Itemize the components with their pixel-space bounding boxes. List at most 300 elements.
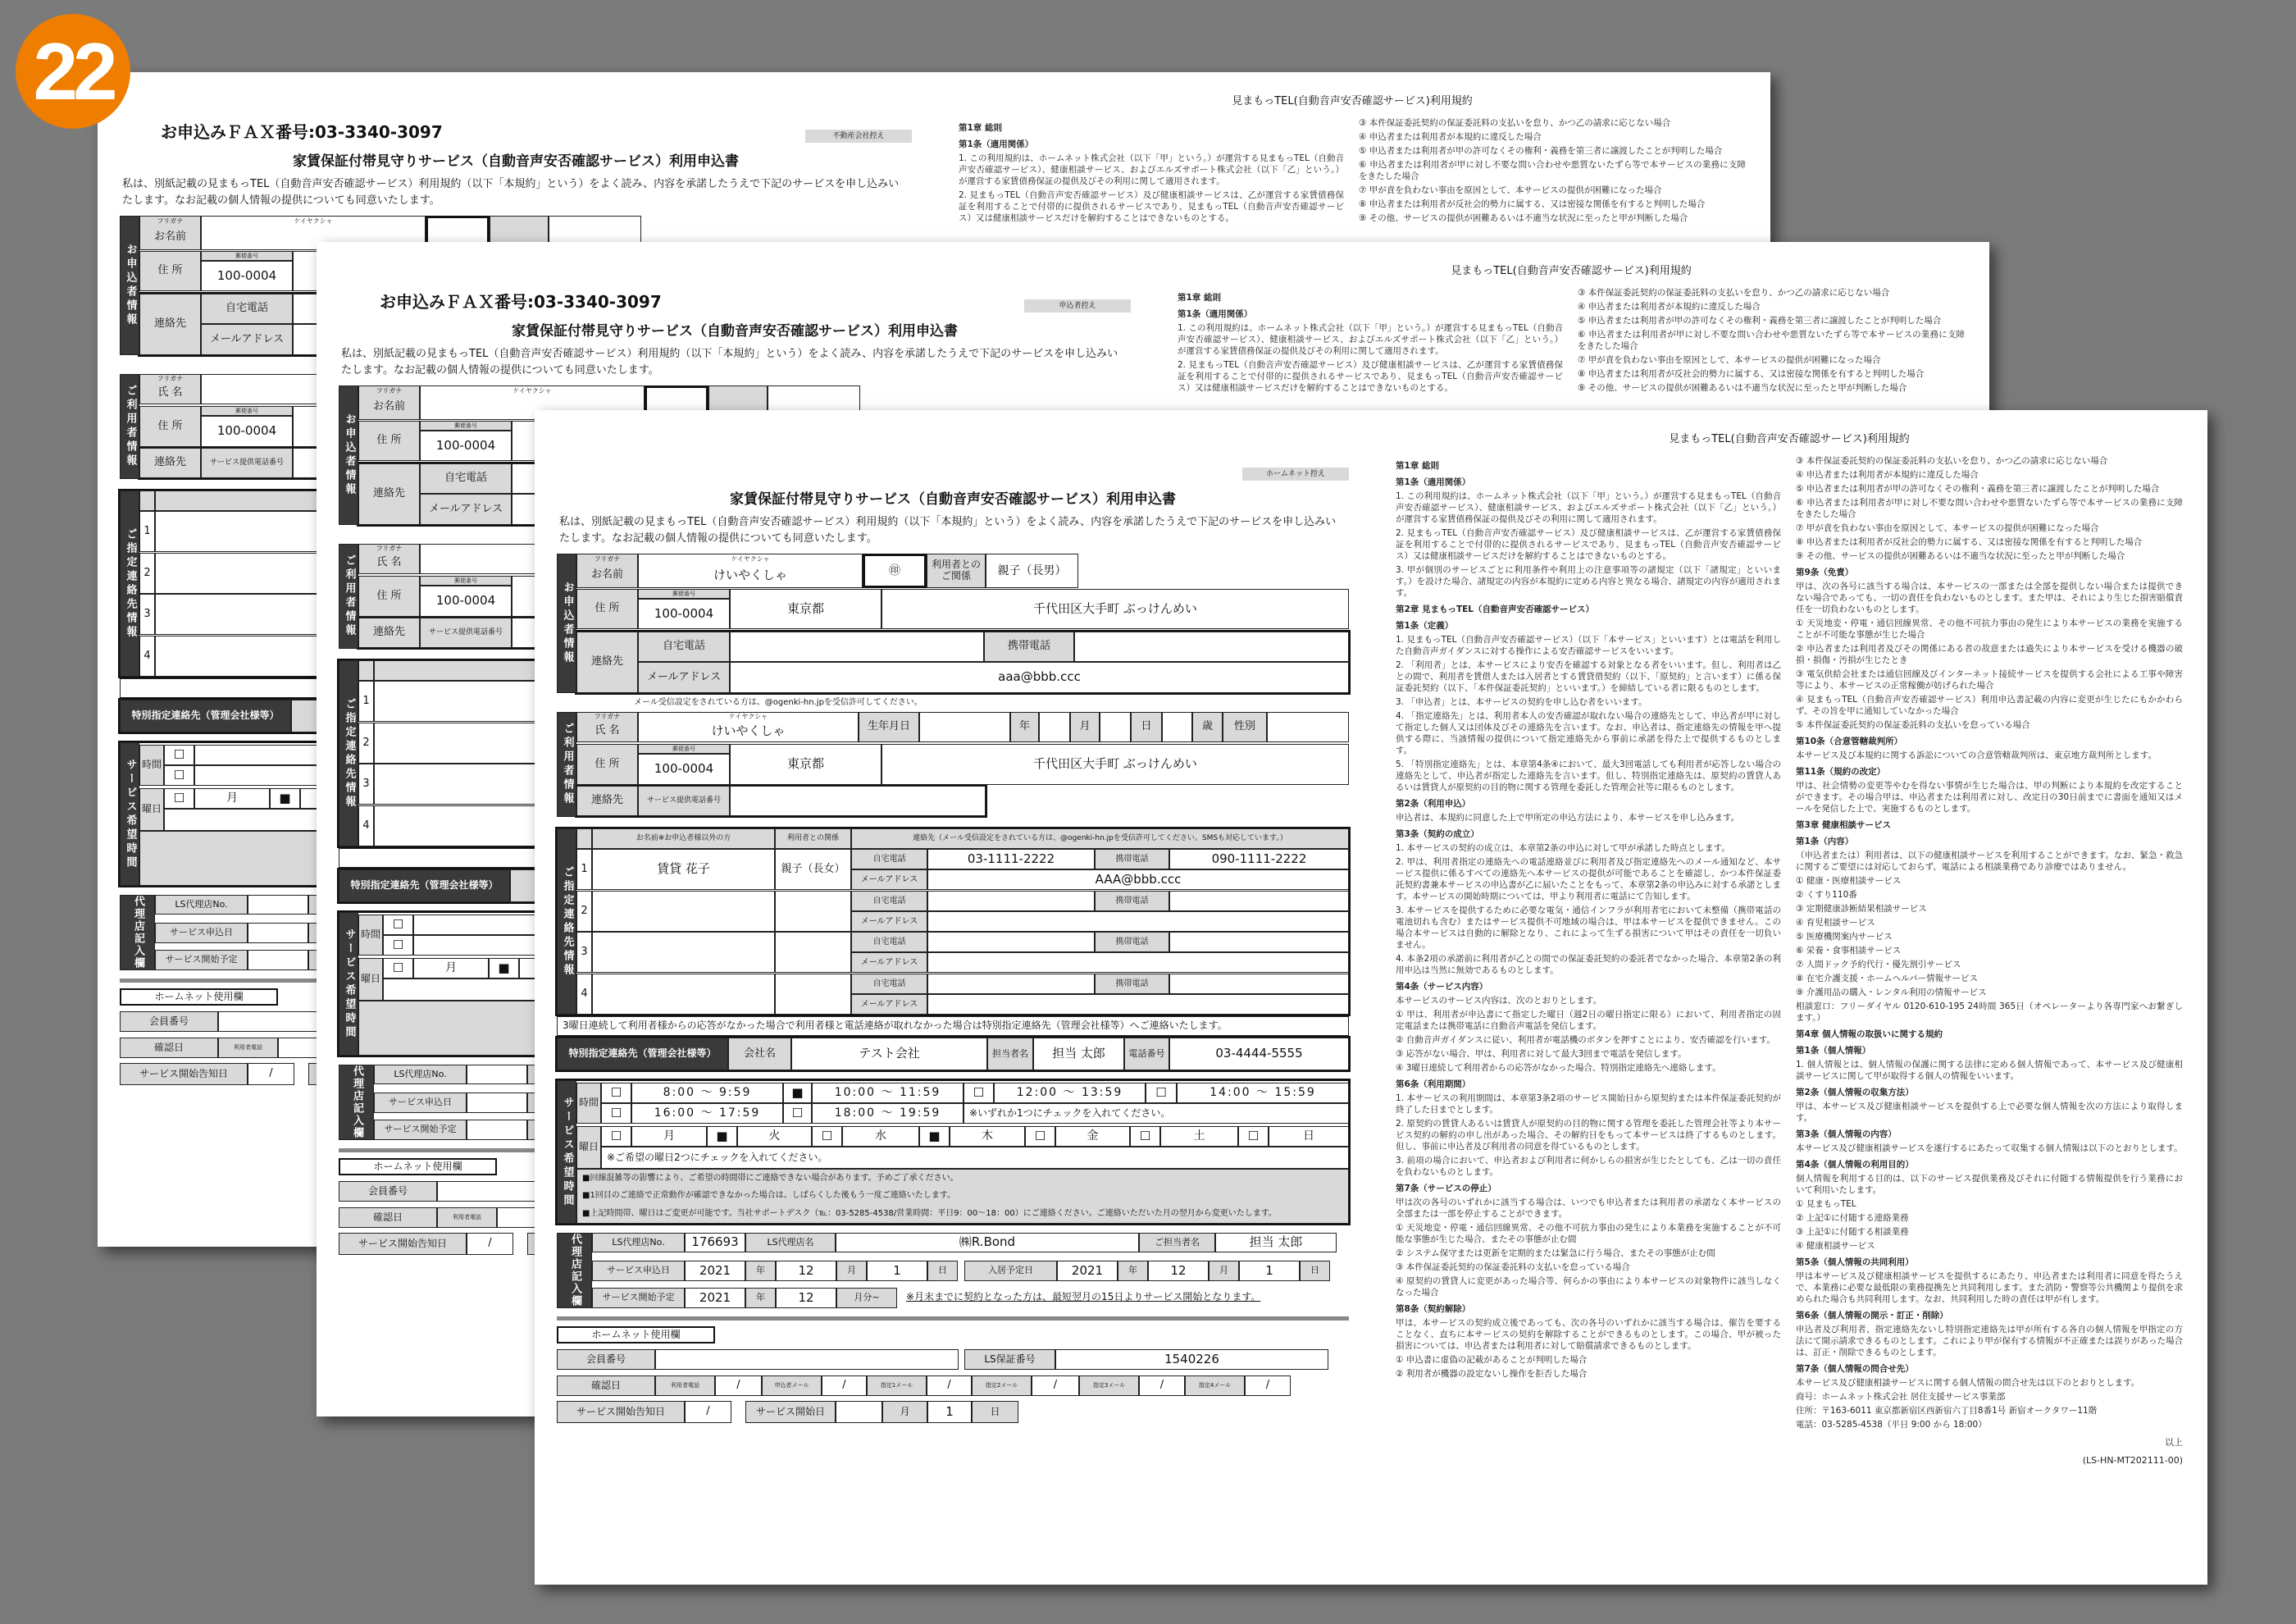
contact-label: 連絡先 (576, 632, 638, 693)
terms-paragraph: ③ 本件保証委託契約の保証委託料の支払いを怠り、かつ乙の請求に応じない場合 (1359, 118, 1671, 128)
terms-paragraph: ③ 電気供給会社または通信回線及びインターネット接続サービスを提供する会社による工事や障害等により、本サービスの正常稼働が妨げられた場合 (1796, 669, 2183, 691)
terms-heading: 第1章 総則 (1178, 293, 1221, 303)
checkbox-checked-icon: ■ (270, 788, 300, 809)
terms-paragraph: 甲は、社会情勢の変更等やむを得ない事情が生じた場合は、甲の判断により本規約を改定することができます。その場合甲は、申込者または利用者に対し、改定日の30日前までに書面を通知又はメールを発信した上で、実施するものとします。 (1796, 781, 2183, 814)
terms-paragraph: 4. 「指定連絡先」とは、利用者本人の安否確認が取れない場合の連絡先として、申込者が甲に対して指定した個人又は団体及びその連絡先を言います。なお、申込者は、指定連絡先の情報を甲へ提供する際に、当該情報の提供について指定連絡先から事前に承諾を得た上で提供するものとします。 (1396, 711, 1781, 755)
application-form-page (535, 410, 2207, 1585)
terms-paragraph: ④ 育児相談サービス (1796, 918, 1875, 928)
terms-paragraph: 2. 見まもっTEL（自動音声安否確認サービス）及び健康相談サービスは、乙が運営する家賃債務保証を利用することで付帯的に提供されるサービスであり、見まもっTEL（自動音声安否確認サービス）又は健康相談サービスだけを解約することはできないものとする。 (1178, 360, 1563, 393)
contact-mobile-phone (1169, 932, 1349, 952)
contact-mobile-phone: 090-1111-2222 (1169, 849, 1349, 869)
checkbox-unchecked-icon: ☐ (812, 1126, 842, 1147)
terms-paragraph: ④ 申込者または利用者が本規約に違反した場合 (1359, 132, 1542, 142)
date-day: 1 (867, 1261, 927, 1281)
terms-paragraph: ① 見まもっTEL (1796, 1199, 1856, 1209)
name-label: お名前 (576, 563, 638, 588)
day-note: ※ご希望の曜日2つにチェックを入れてください。 (601, 1147, 1349, 1169)
terms-paragraph: ③ 本件保証委託契約の保証委託料の支払いを怠っている場合 (1396, 1262, 1630, 1272)
postal-code-label: 郵便番号 (420, 421, 512, 431)
applicant-email: aaa@bbb.ccc (730, 662, 1349, 693)
service-start-note: ※月末までに契約となった方は、最短翌月の15日よりサービス開始となります。 (906, 1291, 1261, 1303)
user-name: けいやくしゃ (638, 721, 859, 742)
ls-agency-no-label: LS代理店No. (374, 1065, 467, 1084)
checkbox-unchecked-icon: ☐ (383, 915, 413, 935)
checkbox-unchecked-icon: ☐ (601, 1083, 631, 1103)
service-section-label: サービス希望時間 (339, 912, 358, 1056)
contact-row-number: 1 (139, 511, 155, 552)
terms-paragraph: ③ 本件保証委託契約の保証委託料の支払いを怠り、かつ乙の請求に応じない場合 (1578, 288, 1890, 298)
email-label: メールアドレス (638, 662, 730, 693)
service-start-notice-date: / (467, 1233, 513, 1255)
terms-paragraph: ② 申込者または利用者及びその関係にある者の故意または過失により本サービスを受ける機器の破損・損傷・汚損が生じたとき (1796, 644, 2183, 665)
contact-name (592, 932, 775, 973)
checkbox-checked-icon: ■ (489, 958, 519, 979)
contact-row-number: 2 (139, 553, 155, 594)
checkbox-unchecked-icon: ☐ (1146, 1083, 1177, 1103)
terms-heading: 第1章 総則 (1396, 461, 1439, 471)
office-use-box: ホームネット使用欄 (557, 1326, 715, 1343)
checkbox-unchecked-icon: ☐ (783, 1103, 812, 1124)
confirm-item-label: 申込者メール (762, 1375, 822, 1396)
terms-heading: 第4章 個人情報の取扱いに関する規約 (1796, 1029, 1943, 1039)
terms-paragraph: 1. この利用規約は、ホームネット株式会社（以下「甲」という。）が運営する見まもっTEL（自動音声安否確認サービス）、健康相談サービス、およびエルズサポート株式会社（以下「乙」という。）が運営する家賃債務保証の提供及びその利用に関して適用されます。 (1178, 323, 1563, 356)
terms-paragraph: ① 天災地変・停電・通信回線異常、その他不可抗力事由の発生により本業務を実施することが不可能な事態が生じた場合、またその事態が止む間 (1396, 1223, 1781, 1244)
special-contact-label: 特別指定連絡先（管理会社様等） (339, 869, 510, 902)
special-person: 担当 太郎 (1033, 1038, 1124, 1070)
month-label: 月 (836, 1261, 867, 1281)
service-phone-label: サービス提供電話番号 (420, 618, 512, 648)
member-number (655, 1349, 959, 1370)
terms-paragraph: 2. 「利用者」とは、本サービスにより安否を確認する対象となる者をいいます。但し、利用者は乙との間で、利用者を賃借人または入居者とする賃貸借契約（以下、「原契約」と言います）に係る保証委託契約（以下、「本件保証委託契約」といいます。）を締結している者に限るものとします。 (1396, 660, 1781, 693)
contact-label: 連絡先 (139, 294, 201, 355)
service-phone-label: サービス提供電話番号 (201, 448, 293, 478)
contact-relation (775, 932, 851, 973)
contact-name: 賃貸 花子 (592, 849, 775, 890)
terms-paragraph: 本サービスのサービス内容は、次のとおりとします。 (1396, 996, 1602, 1006)
service-section-label: サービス希望時間 (120, 742, 139, 886)
day-label: 日 (972, 1401, 1018, 1423)
form-title: 家賃保証付帯見守りサービス（自動音声安否確認サービス）利用申込書 (730, 491, 1176, 509)
terms-paragraph: ⑦ 人間ドック予約代行・優先割引サービス (1796, 960, 1961, 969)
copy-stamp: 申込者控え (1024, 299, 1131, 312)
time-slot-option: 12:00 ～ 13:59 (994, 1083, 1146, 1103)
confirm-item-date: / (1139, 1375, 1185, 1396)
date-month: 12 (1148, 1261, 1209, 1281)
year-label: 年 (1118, 1261, 1148, 1281)
terms-paragraph: 申込者及び利用者、指定連絡先ないし特別指定連絡先は甲が所有する各自の個人情報を甲指定の方法にて開示請求できるものとします。これにより甲が保有する情報が不正確または誤りがあった場合は、訂正・削除できるものとします。 (1796, 1325, 2183, 1357)
checkbox-checked-icon: ■ (919, 1126, 950, 1147)
terms-paragraph: ⑧ 申込者または利用者が反社会的勢力に属する、又は密接な関係を有すると判明した場合 (1796, 537, 2143, 547)
weekday-option: 月 (631, 1126, 707, 1147)
contact-name (374, 681, 557, 722)
contact-name (374, 805, 557, 846)
birthdate-label: 生年月日 (859, 712, 919, 742)
contact-home-phone (927, 891, 1095, 911)
terms-heading: 第1条（内容） (1796, 837, 1854, 846)
date-year (467, 1120, 527, 1140)
mobile-phone-label: 携帯電話 (984, 632, 1074, 662)
birth-era-field (919, 712, 1010, 742)
user-furigana: ケイヤクシャ (638, 712, 859, 721)
time-slot-option: 14:00 ～ 15:59 (1177, 1083, 1349, 1103)
user-section-label: ご利用者情報 (339, 544, 358, 649)
terms-paragraph: ⑨ その他、サービスの提供が困難あるいは不適当な状況に至ったと甲が判断した場合 (1796, 551, 2125, 561)
staff-label: ご担当者名 (1139, 1233, 1215, 1252)
email-note: メール受信設定をされている方は、@ogenki-hn.jpを受信許可してください。 (634, 698, 922, 708)
ls-agency-no-label: LS代理店No. (592, 1233, 685, 1252)
user-name-label: 氏 名 (139, 383, 201, 404)
relation-label: 利用者とのご関係 (927, 554, 986, 588)
terms-paragraph: 3. 前項の場合において、申込者および利用者に何かしらの損害が生じたとしても、乙は一切の責任を負わないものとします。 (1396, 1156, 1781, 1177)
terms-heading: 第1条（定義） (1396, 621, 1454, 631)
terms-paragraph: 2. 見まもっTEL（自動音声安否確認サービス）及び健康相談サービスは、乙が運営する家賃債務保証を利用することで付帯的に提供されるサービスであり、見まもっTEL（自動音声安否確認サービス）又は健康相談サービスだけを解約することはできないものとする。 (1396, 528, 1781, 561)
member-number-label: 会員番号 (339, 1181, 437, 1202)
contacts-header-contact: 連絡先（メール受信設定をされている方は、@ogenki-hn.jpを受信許可してください。SMSも対応しています。） (851, 828, 1349, 849)
terms-paragraph: 3. 甲が個別のサービスごとに利用条件や利用上の注意事項等の諸規定（以下「諸規定」といいます。）を設けた場合、諸規定の内容が本規約に定める内容と異なる場合、諸規定の内容が適用されます。 (1396, 565, 1781, 598)
ls-agency-name-label: LS代理店名 (745, 1233, 836, 1252)
confirm-item-date: / (822, 1375, 867, 1396)
service-start-notice-date: / (248, 1063, 294, 1085)
terms-heading: 第2条（個人情報の収集方法） (1796, 1088, 1914, 1097)
date-year: 2021 (685, 1261, 745, 1281)
contact-row-number: 2 (576, 891, 592, 932)
user-furigana-label: フリガナ (358, 544, 420, 553)
contact-email-label: メールアドレス (851, 911, 927, 932)
confirm-date-label: 確認日 (339, 1207, 437, 1228)
form-intro: 私は、別紙記載の見まもっTEL（自動音声安否確認サービス）利用規約（以下「本規約」という）をよく読み、内容を承諾したうえで下記のサービスを申し込みいたします。なお記載の個人情報の提供についても同意いたします。 (341, 348, 1118, 376)
terms-paragraph: ⑤ 医療機関案内サービス (1796, 932, 1893, 942)
contact-row-number: 3 (358, 764, 374, 805)
weekday-option: 木 (950, 1126, 1025, 1147)
day-label: 曜日 (139, 788, 164, 831)
ls-guarantee-number-label: LS保証番号 (964, 1349, 1055, 1370)
terms-heading: 第4条（個人情報の利用目的） (1796, 1160, 1914, 1170)
user-name-label: 氏 名 (576, 721, 638, 742)
terms-paragraph: ② 自動音声ガイダンスに従い、利用者が電話機のボタンを押すことにより、安否確認を行います。 (1396, 1035, 1775, 1045)
user-postal-code: 100-0004 (201, 416, 293, 447)
terms-paragraph: ② 利用者が機器の設定ないし操作を拒否した場合 (1396, 1369, 1588, 1379)
terms-paragraph: ⑤ 申込者または利用者が甲の許可なくその権利・義務を第三者に譲渡したことが判明した場合 (1796, 484, 2160, 494)
contact-mobile-label: 携帯電話 (1095, 849, 1169, 869)
terms-paragraph: 1. 個人情報とは、個人情報の保護に関する法律に定める個人情報であって、本サービス及び健康相談サービスに関して甲が取得する個人の情報をいいます。 (1796, 1060, 2183, 1081)
day-label: 日 (1300, 1261, 1330, 1281)
terms-paragraph: ③ 応答がない場合、甲は、利用者に対して最大3回まで電話を発信します。 (1396, 1049, 1687, 1059)
checkbox-checked-icon: ■ (707, 1126, 737, 1147)
terms-paragraph: ⑧ 在宅介護支援・ホームヘルパー情報サービス (1796, 974, 1979, 983)
home-phone-label: 自宅電話 (201, 294, 293, 324)
contact-name (155, 636, 338, 677)
day-label: 曜日 (358, 958, 383, 1001)
terms-paragraph: ② 上記①に付随する連絡業務 (1796, 1213, 1909, 1223)
confirm-item-label: 利用者電話 (218, 1038, 278, 1058)
terms-paragraph: ⑨ 介護用品の購入・レンタル利用の情報サービス (1796, 988, 1987, 997)
contact-name (155, 594, 338, 635)
ls-agency-no (248, 895, 308, 915)
terms-heading: 第4条（サービス内容） (1396, 982, 1488, 992)
contact-home-phone-label: 自宅電話 (851, 932, 927, 952)
time-note: ※いずれか1つにチェックを入れてください。 (963, 1103, 1349, 1124)
ls-agency-no (467, 1065, 527, 1084)
agent-section-label: 代理店記入欄 (120, 895, 155, 970)
service-application-date-label: サービス申込日 (374, 1093, 467, 1113)
year-label: 年 (745, 1288, 776, 1308)
terms-paragraph: （申込者または）利用者は、以下の健康相談サービスを利用することができます。なお、緊急・救急に関するご要望には対応しておらず、電話による相談業務であり診療ではありません。 (1796, 851, 2183, 872)
terms-heading: 第6条（利用期間） (1396, 1079, 1471, 1089)
gender-label: 性別 (1223, 712, 1267, 742)
member-number-label: 会員番号 (120, 1011, 218, 1032)
contact-row-number: 4 (358, 805, 374, 846)
service-section-label: サービス希望時間 (557, 1080, 576, 1224)
service-start-date-label: サービス開始日 (745, 1401, 836, 1423)
terms-heading: 第1条（適用関係） (1178, 309, 1253, 319)
terms-heading: 第1章 総則 (959, 123, 1002, 133)
contact-name (592, 974, 775, 1015)
weekday-option: 土 (1160, 1126, 1238, 1147)
office-use-box: ホームネット使用欄 (120, 988, 278, 1006)
user-name-label: 氏 名 (358, 553, 420, 574)
contact-name (155, 511, 338, 552)
contact-mobile-phone (1169, 974, 1349, 994)
checkbox-unchecked-icon: ☐ (601, 1126, 631, 1147)
terms-paragraph: 個人情報を利用する目的は、以下のサービス提供業務及びそれに付随する情報提供を行う業務において利用いたします。 (1796, 1174, 2183, 1195)
fax-number-header: お申込みＦＡＸ番号:03-3340-3097 (380, 291, 662, 312)
terms-paragraph: 1. 見まもっTEL（自動音声安否確認サービス）（以下「本サービス」といいます）とは電話を利用した自動音声ガイダンスに対する操作による安否確認サービスをいいます。 (1396, 635, 1781, 656)
contact-home-phone-label: 自宅電話 (851, 891, 927, 911)
terms-paragraph: ④ 申込者または利用者が本規約に違反した場合 (1796, 470, 1979, 480)
service-note: ■1回目のご連絡で正常動作が確認できなかった場合は、しばらくした後もう一度ご連絡いたします。 (576, 1187, 1349, 1205)
email-label: メールアドレス (201, 324, 293, 355)
checkbox-unchecked-icon: ☐ (164, 765, 194, 786)
terms-paragraph: 相談窓口：フリーダイヤル 0120-610-195 24時間 365日（オペレーターより各専門家へお繋ぎします。） (1796, 1001, 2183, 1023)
seal-box: ㊞ (863, 554, 927, 588)
applicant-home-phone (730, 632, 984, 662)
service-start-notice-label: サービス開始告知日 (557, 1401, 685, 1423)
contact-label: 連絡先 (358, 463, 420, 525)
user-address-label: 住 所 (139, 406, 201, 447)
applicant-furigana: ケイヤクシャ (420, 385, 645, 395)
service-application-date-label: サービス申込日 (592, 1261, 685, 1281)
confirm-item-label: 利用者電話 (655, 1375, 715, 1396)
staff-name: 担当 太郎 (1215, 1233, 1337, 1252)
birth-year-field (1039, 712, 1070, 742)
applicant-postal-code: 100-0004 (201, 261, 293, 291)
checkbox-unchecked-icon: ☐ (1130, 1126, 1160, 1147)
applicant-section-label: お申込者情報 (120, 216, 139, 355)
contact-mobile-label: 携帯電話 (1095, 932, 1169, 952)
terms-paragraph: 2. 原契約の賃貸人あるいは賃貸人が原契約の目的物に関する管理を委託した管理会社等より本サービス契約の解約の申し出があった場合、その解約日をもって本サービスは終了するものとします。但し、事前に申込者及び利用者の同意を得ているものとします。 (1396, 1119, 1781, 1152)
home-phone-label: 自宅電話 (638, 632, 730, 662)
address-label: 住 所 (139, 251, 201, 291)
user-address-label: 住 所 (576, 744, 638, 785)
confirm-item-label: 指定2メール (972, 1375, 1032, 1396)
contact-name (155, 553, 338, 594)
weekday-option: 日 (1269, 1126, 1349, 1147)
month-label: 月 (1070, 712, 1100, 742)
checkbox-unchecked-icon: ☐ (1238, 1126, 1269, 1147)
terms-paragraph: ① 申込書に虚偽の記載があることが判明した場合 (1396, 1355, 1588, 1365)
date-year (248, 950, 308, 970)
terms-heading: 第1条（個人情報） (1796, 1046, 1871, 1056)
agent-section-label: 代理店記入欄 (557, 1233, 592, 1308)
contact-email (927, 952, 1349, 973)
terms-paragraph: ⑧ 申込者または利用者が反社会的勢力に属する、又は密接な関係を有すると判明した場合 (1578, 369, 1925, 379)
terms-column-right (1796, 455, 2183, 1469)
user-section-label: ご利用者情報 (120, 374, 139, 479)
terms-paragraph: ⑧ 申込者または利用者が反社会的勢力に属する、又は密接な関係を有すると判明した場合 (1359, 199, 1706, 209)
special-contact-label: 特別指定連絡先（管理会社様等） (120, 700, 291, 732)
postal-code-label: 郵便番号 (201, 251, 293, 261)
copy-stamp: 不動産会社控え (805, 130, 912, 143)
form-intro: 私は、別紙記載の見まもっTEL（自動音声安否確認サービス）利用規約（以下「本規約」という）をよく読み、内容を承諾したうえで下記のサービスを申し込みいたします。なお記載の個人情報の提供についても同意いたします。 (559, 516, 1337, 545)
terms-column-right (1359, 117, 1746, 226)
checkbox-unchecked-icon: ☐ (383, 935, 413, 956)
terms-heading: 第10条（合意管轄裁判所） (1796, 737, 1903, 746)
time-slot-option: 18:00 ～ 19:59 (812, 1103, 963, 1124)
terms-paragraph: ④ 健康相談サービス (1796, 1241, 1875, 1251)
contacts-header-name: お名前※お申込者様以外の方 (592, 828, 775, 849)
terms-paragraph: ⑨ その他、サービスの提供が困難あるいは不適当な状況に至ったと甲が判断した場合 (1359, 213, 1688, 223)
terms-paragraph: 3. 「申込者」とは、本サービスの契約を申し込む者をいいます。 (1396, 697, 1647, 707)
service-start-notice-label: サービス開始告知日 (120, 1063, 248, 1085)
time-slot-option: 10:00 ～ 11:59 (812, 1083, 963, 1103)
applicant-postal-code: 100-0004 (420, 431, 512, 461)
weekday-option: 火 (737, 1126, 812, 1147)
service-phone (730, 786, 986, 816)
terms-heading: 第11条（規約の改定） (1796, 767, 1886, 777)
day-label: 日 (927, 1261, 958, 1281)
terms-title: 見まもっTEL(自動音声安否確認サービス)利用規約 (1232, 94, 1473, 107)
special-phone: 03-4444-5555 (1169, 1038, 1349, 1070)
user-contact-label: 連絡先 (358, 618, 420, 648)
terms-paragraph: ② システム保守または更新を定期的または緊急に行う場合、またその事態が止む間 (1396, 1248, 1715, 1258)
service-start-plan-label: サービス開始予定 (155, 950, 248, 970)
terms-title: 見まもっTEL(自動音声安否確認サービス)利用規約 (1669, 432, 1910, 445)
contact-home-phone-label: 自宅電話 (851, 849, 927, 869)
contact-row-number: 4 (576, 974, 592, 1015)
form-intro: 私は、別紙記載の見まもっTEL（自動音声安否確認サービス）利用規約（以下「本規約」という）をよく読み、内容を承諾したうえで下記のサービスを申し込みいたします。なお記載の個人情報の提供についても同意いたします。 (122, 178, 900, 207)
terms-heading: 第3条（契約の成立） (1396, 829, 1479, 839)
applicant-address: 千代田区大手町 ぶっけんめい (882, 589, 1349, 629)
terms-paragraph: 2. 見まもっTEL（自動音声安否確認サービス）及び健康相談サービスは、乙が運営する家賃債務保証を利用することで付帯的に提供されるサービスであり、見まもっTEL（自動音声安否確認サービス）又は健康相談サービスだけを解約することはできないものとする。 (959, 190, 1344, 223)
terms-paragraph: ⑥ 申込者または利用者が甲に対し不要な問い合わせや悪質ないたずら等で本サービスの業務に支障をきたした場合 (1796, 498, 2183, 519)
terms-paragraph: 1. この利用規約は、ホームネット株式会社（以下「甲」という。）が運営する見まもっTEL（自動音声安否確認サービス）、健康相談サービス、およびエルズサポート株式会社（以下「乙」という。）が運営する家賃債務保証の提供及びその利用に関して適用されます。 (959, 153, 1344, 186)
contact-mobile-phone (1169, 891, 1349, 911)
contact-email: AAA@bbb.ccc (927, 869, 1349, 890)
user-section-label: ご利用者情報 (557, 712, 576, 817)
contacts-header-name (374, 660, 557, 681)
terms-heading: 第2条（利用申込） (1396, 799, 1471, 809)
confirm-date-label: 確認日 (120, 1038, 218, 1058)
contact-relation (775, 891, 851, 932)
applicant-section-label: お申込者情報 (339, 385, 358, 525)
section-divider (557, 1316, 1349, 1321)
date-day: 1 (1239, 1261, 1300, 1281)
contacts-header-number (576, 828, 592, 849)
terms-paragraph: ④ 申込者または利用者が本規約に違反した場合 (1578, 302, 1761, 312)
furigana-label: フリガナ (576, 554, 638, 563)
contacts-header-name (155, 490, 338, 511)
address-label: 住 所 (358, 421, 420, 461)
terms-paragraph: 甲は本サービス及び健康相談サービスを提供するにあたり、申込者または利用者に同意を得たうえで、本業務に必要な最低限の業務提携先と共同利用します。また消防・警察等公共機関より提供を求められた場合も共同利用します。なお、共同利用した時の責任は甲が有します。 (1796, 1271, 2183, 1304)
time-slot-option: 8:00 ～ 9:59 (631, 1083, 783, 1103)
checkbox-unchecked-icon: ☐ (601, 1103, 631, 1124)
address-label: 住 所 (576, 589, 638, 629)
service-start-notice-date: / (685, 1401, 731, 1423)
user-address-label: 住 所 (358, 576, 420, 617)
checkbox-unchecked-icon: ☐ (1025, 1126, 1055, 1147)
contact-email-label: メールアドレス (851, 994, 927, 1015)
gender-field (1267, 712, 1349, 742)
fax-number-header: お申込みＦＡＸ番号:03-3340-3097 (161, 121, 443, 142)
terms-heading: 第7条（個人情報の問合せ先） (1796, 1364, 1914, 1374)
contact-row-number: 3 (576, 932, 592, 973)
ls-agency-no: 176693 (685, 1233, 745, 1252)
service-application-date-label: サービス申込日 (155, 923, 248, 943)
confirm-item-date: / (1245, 1375, 1291, 1396)
terms-heading: 第5条（個人情報の共同利用） (1796, 1257, 1914, 1267)
terms-paragraph: ④ 見まもっTEL（自動音声安否確認サービス）利用申込書記載の内容に変更が生じたにもかかわらず、その旨を甲に通知していなかった場合 (1796, 695, 2183, 716)
terms-paragraph: ① 天災地変・停電・通信回線異常、その他不可抗力事由の発生により本サービスの業務を実施することが不可能な事態が生じた場合 (1796, 618, 2183, 640)
service-start-notice-label: サービス開始告知日 (339, 1233, 467, 1255)
email-label: メールアドレス (420, 494, 512, 525)
company-label: 会社名 (728, 1038, 791, 1070)
contact-name (374, 723, 557, 764)
month-from-label: 月分~ (836, 1288, 897, 1308)
terms-paragraph: ⑨ その他、サービスの提供が困難あるいは不適当な状況に至ったと甲が判断した場合 (1578, 383, 1907, 393)
terms-heading: 第3章 健康相談サービス (1796, 820, 1891, 830)
name-label: お名前 (358, 395, 420, 420)
contact-home-phone: 03-1111-2222 (927, 849, 1095, 869)
ls-guarantee-number: 1540226 (1055, 1349, 1328, 1370)
weekday-option: 月 (413, 958, 489, 979)
terms-paragraph: 1. この利用規約は、ホームネット株式会社（以下「甲」という。）が運営する見まもっTEL（自動音声安否確認サービス）、健康相談サービス、およびエルズサポート株式会社（以下「乙」という。）が運営する家賃債務保証の提供及びその利用に関して適用されます。 (1396, 491, 1781, 524)
member-number-label: 会員番号 (557, 1349, 655, 1370)
terms-paragraph: ⑥ 栄養・食事相談サービス (1796, 946, 1902, 956)
user-postal-code-label: 郵便番号 (420, 576, 512, 586)
user-postal-code-label: 郵便番号 (201, 406, 293, 416)
date-year: 2021 (1057, 1261, 1118, 1281)
contact-relation: 親子（長女） (775, 849, 851, 890)
terms-column-right (1578, 287, 1965, 396)
terms-heading: 第1条（適用関係） (959, 139, 1034, 149)
contact-home-phone-label: 自宅電話 (851, 974, 927, 994)
name-label: お名前 (139, 226, 201, 250)
checkbox-unchecked-icon: ☐ (164, 745, 194, 765)
copy-stamp: ホームネット控え (1242, 468, 1349, 481)
terms-heading: 第7条（サービスの停止） (1396, 1184, 1496, 1193)
terms-paragraph: 住所：〒163-6011 東京都新宿区西新宿六丁目8番1号 新宿オークタワー11階 (1796, 1406, 2098, 1416)
terms-paragraph: 本サービス及び健康相談サービスを遂行するにあたって収集する個人情報は以下のとおりとします。 (1796, 1143, 2183, 1153)
weekday-option: 月 (194, 788, 270, 809)
terms-heading: 第2章 見まもっTEL（自動音声安否確認サービス） (1396, 604, 1594, 614)
time-label: 時間 (576, 1083, 601, 1124)
terms-paragraph: ⑤ 本件保証委託契約の保証委託料の支払いを怠っている場合 (1796, 720, 2030, 730)
contact-email (927, 994, 1349, 1015)
service-note: ■回線混雑等の影響により、ご希望の時間帯にご連絡できない場合があります。予めご了承ください。 (576, 1169, 1349, 1187)
terms-column-left (959, 117, 1344, 226)
confirm-item-date: / (927, 1375, 972, 1396)
contacts-header-number (358, 660, 374, 681)
confirm-date-label: 確認日 (557, 1375, 655, 1396)
date-year (467, 1093, 527, 1113)
contact-home-phone (927, 974, 1095, 994)
terms-paragraph: ⑤ 申込者または利用者が甲の許可なくその権利・義務を第三者に譲渡したことが判明した場合 (1578, 316, 1942, 326)
contact-name (592, 891, 775, 932)
terms-paragraph: ⑥ 申込者または利用者が甲に対し不要な問い合わせや悪質ないたずら等で本サービスの業務に支障をきたした場合 (1359, 160, 1746, 181)
user-contact-label: 連絡先 (576, 786, 638, 816)
confirm-item-label: 指定1メール (867, 1375, 927, 1396)
terms-paragraph: 甲は次の各号のいずれかに該当する場合は、いつでも申込者または利用者の承諾なく本サービスの全部または一部を停止することができます。 (1396, 1197, 1781, 1219)
